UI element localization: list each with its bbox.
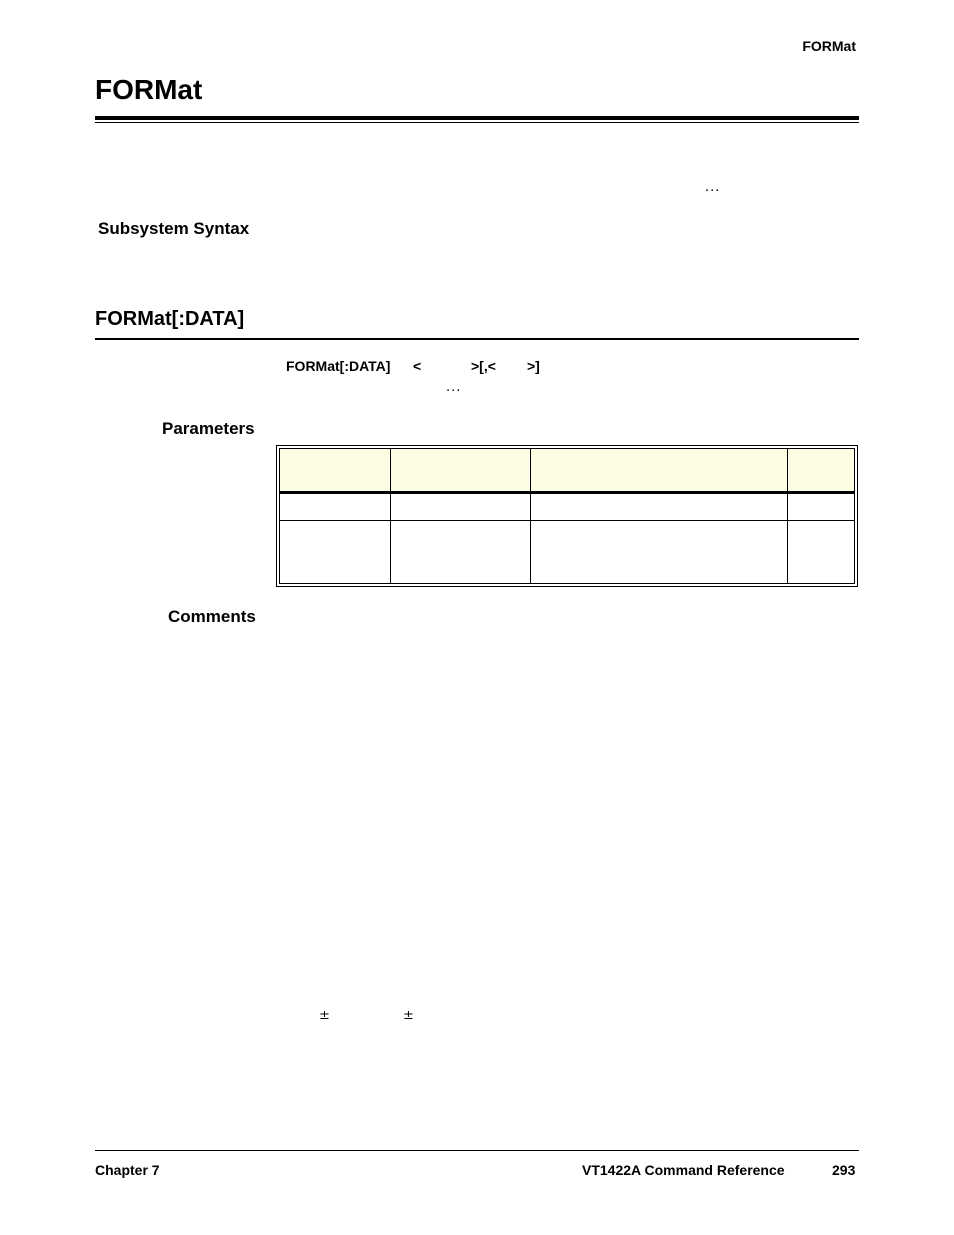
- table-cell: [788, 521, 854, 583]
- column-header: [280, 449, 391, 494]
- table-cell: [788, 494, 854, 521]
- syntax-open-bracket: <: [413, 358, 422, 374]
- footer-chapter: Chapter 7: [95, 1162, 160, 1178]
- table-row: [280, 494, 854, 521]
- table-cell: [391, 494, 532, 521]
- syntax-separator: >[,<: [471, 358, 496, 374]
- syntax-keyword: FORMat[:DATA]: [286, 358, 391, 374]
- command-heading: FORMat[:DATA]: [95, 308, 245, 330]
- intro-ellipsis: ...: [705, 180, 721, 195]
- parameters-table: [279, 448, 855, 584]
- running-header: FORMat: [802, 38, 856, 54]
- plus-minus-symbol: ±: [403, 1008, 414, 1023]
- table-row: [280, 521, 854, 583]
- title-rule-thin: [95, 122, 859, 123]
- column-header: [531, 449, 788, 494]
- syntax-close: >]: [527, 358, 540, 374]
- column-header: [788, 449, 854, 494]
- parameters-heading: Parameters: [162, 419, 255, 438]
- table-cell: [280, 494, 391, 521]
- comments-heading: Comments: [168, 607, 256, 626]
- syntax-ellipsis: ...: [446, 380, 462, 395]
- table-header-row: [280, 449, 854, 494]
- page-title: FORMat: [95, 74, 203, 105]
- footer-book-title: VT1422A Command Reference: [582, 1162, 785, 1178]
- plus-minus-symbol: ±: [319, 1008, 330, 1023]
- table-cell: [280, 521, 391, 583]
- command-rule: [95, 338, 859, 340]
- title-rule-thick: [95, 116, 859, 120]
- column-header: [391, 449, 532, 494]
- footer-rule: [95, 1150, 859, 1151]
- footer-page-number: 293: [832, 1162, 856, 1178]
- subsystem-syntax-heading: Subsystem Syntax: [98, 219, 250, 238]
- table-cell: [531, 494, 788, 521]
- table-cell: [391, 521, 532, 583]
- table-cell: [531, 521, 788, 583]
